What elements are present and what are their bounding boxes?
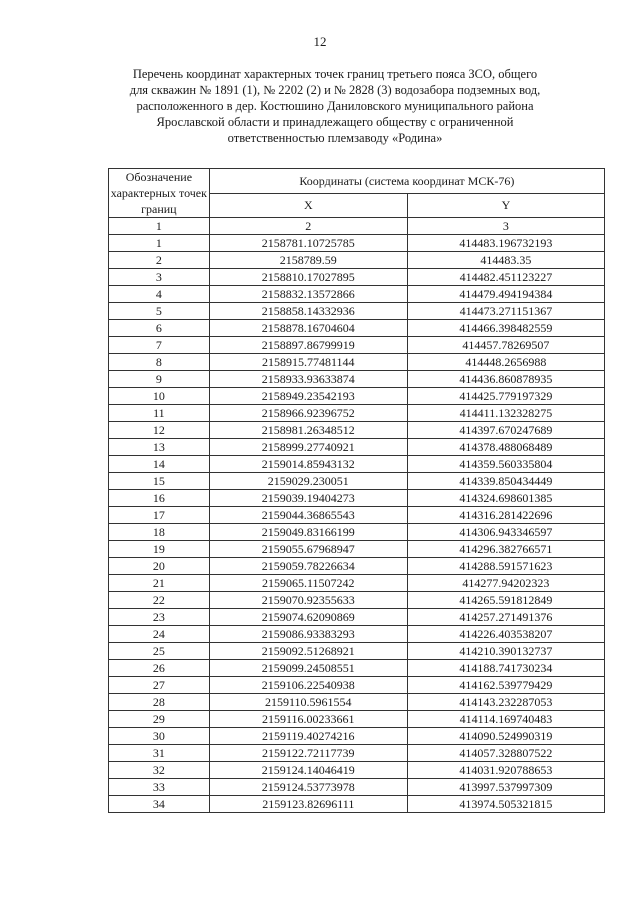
table-row [109,388,605,405]
y-coordinate-cell: 414316.281422696 [407,507,604,524]
point-id-cell: 32 [109,762,210,779]
x-coordinate-cell: 2159049.83166199 [209,524,407,541]
point-id-cell: 3 [109,269,210,286]
table-row [109,473,605,490]
y-coordinate-cell: 414210.390132737 [407,643,604,660]
point-id-cell: 5 [109,303,210,320]
x-coordinate-cell: 2159065.11507242 [209,575,407,592]
table-row [109,745,605,762]
table-row [109,762,605,779]
x-coordinate-cell: 2158933.93633874 [209,371,407,388]
x-coordinate-cell: 2159055.67968947 [209,541,407,558]
point-id-cell: 12 [109,422,210,439]
x-coordinate-cell: 2158999.27740921 [209,439,407,456]
point-id-cell: 20 [109,558,210,575]
x-coordinate-cell: 2159074.62090869 [209,609,407,626]
y-coordinate-cell: 414359.560335804 [407,456,604,473]
y-coordinate-cell: 414324.698601385 [407,490,604,507]
point-id-cell: 15 [109,473,210,490]
header-point-label: Обозначение характерных точек границ [109,169,210,218]
table-row [109,286,605,303]
x-coordinate-cell: 2158858.14332936 [209,303,407,320]
x-coordinate-cell: 2159122.72117739 [209,745,407,762]
x-coordinate-cell: 2159059.78226634 [209,558,407,575]
table-row [109,405,605,422]
table-row [109,660,605,677]
x-coordinate-cell: 2159014.85943132 [209,456,407,473]
y-coordinate-cell: 414306.943346597 [407,524,604,541]
column-number: 2 [209,218,407,235]
table-row [109,779,605,796]
x-coordinate-cell: 2158789.59 [209,252,407,269]
table-row [109,728,605,745]
title-line: ответственностью племзаводу «Родина» [227,131,443,145]
x-coordinate-cell: 2158949.23542193 [209,388,407,405]
y-coordinate-cell: 414483.35 [407,252,604,269]
title-line: Ярославской области и принадлежащего обществу с ограниченной [156,115,514,129]
table-row [109,558,605,575]
table-row [109,575,605,592]
x-coordinate-cell: 2159044.36865543 [209,507,407,524]
table-row [109,609,605,626]
point-id-cell: 8 [109,354,210,371]
y-coordinate-cell: 414473.271151367 [407,303,604,320]
table-row [109,796,605,813]
y-coordinate-cell: 413997.537997309 [407,779,604,796]
x-coordinate-cell: 2158810.17027895 [209,269,407,286]
x-coordinate-cell: 2159106.22540938 [209,677,407,694]
x-coordinate-cell: 2159086.93383293 [209,626,407,643]
y-coordinate-cell: 414482.451123227 [407,269,604,286]
document-title [100,66,570,146]
table-header [109,169,605,235]
point-id-cell: 23 [109,609,210,626]
point-id-cell: 10 [109,388,210,405]
point-id-cell: 22 [109,592,210,609]
point-id-cell: 29 [109,711,210,728]
y-coordinate-cell: 414479.494194384 [407,286,604,303]
y-coordinate-cell: 414378.488068489 [407,439,604,456]
y-coordinate-cell: 414031.920788653 [407,762,604,779]
y-coordinate-cell: 414057.328807522 [407,745,604,762]
y-coordinate-cell: 414425.779197329 [407,388,604,405]
x-coordinate-cell: 2158781.10725785 [209,235,407,252]
table-row [109,269,605,286]
y-coordinate-cell: 413974.505321815 [407,796,604,813]
table-row [109,507,605,524]
x-coordinate-cell: 2159039.19404273 [209,490,407,507]
point-id-cell: 34 [109,796,210,813]
x-coordinate-cell: 2158981.26348512 [209,422,407,439]
y-coordinate-cell: 414448.2656988 [407,354,604,371]
y-coordinate-cell: 414483.196732193 [407,235,604,252]
table-row [109,303,605,320]
y-coordinate-cell: 414162.539779429 [407,677,604,694]
point-id-cell: 21 [109,575,210,592]
x-coordinate-cell: 2159123.82696111 [209,796,407,813]
table-row [109,490,605,507]
x-coordinate-cell: 2158897.86799919 [209,337,407,354]
y-coordinate-cell: 414188.741730234 [407,660,604,677]
x-coordinate-cell: 2159124.14046419 [209,762,407,779]
x-coordinate-cell: 2159070.92355633 [209,592,407,609]
point-id-cell: 24 [109,626,210,643]
point-id-cell: 1 [109,235,210,252]
y-coordinate-cell: 414114.169740483 [407,711,604,728]
point-id-cell: 33 [109,779,210,796]
title-line: Перечень координат характерных точек границ третьего пояса ЗСО, общего [132,67,538,81]
x-coordinate-cell: 2159116.00233661 [209,711,407,728]
table-row [109,592,605,609]
y-coordinate-cell: 414296.382766571 [407,541,604,558]
point-id-cell: 19 [109,541,210,558]
table-row [109,235,605,252]
point-id-cell: 6 [109,320,210,337]
point-id-cell: 28 [109,694,210,711]
table-row [109,354,605,371]
table-row [109,456,605,473]
point-id-cell: 11 [109,405,210,422]
table-row [109,694,605,711]
y-coordinate-cell: 414397.670247689 [407,422,604,439]
y-coordinate-cell: 414339.850434449 [407,473,604,490]
x-coordinate-cell: 2158966.92396752 [209,405,407,422]
y-coordinate-cell: 414411.132328275 [407,405,604,422]
x-coordinate-cell: 2158832.13572866 [209,286,407,303]
column-number: 3 [407,218,604,235]
x-coordinate-cell: 2158915.77481144 [209,354,407,371]
column-number: 1 [109,218,210,235]
table-row [109,439,605,456]
header-x: X [209,193,407,218]
point-id-cell: 4 [109,286,210,303]
y-coordinate-cell: 414277.94202323 [407,575,604,592]
header-y: Y [407,193,604,218]
point-id-cell: 16 [109,490,210,507]
point-id-cell: 13 [109,439,210,456]
table-row [109,626,605,643]
y-coordinate-cell: 414265.591812849 [407,592,604,609]
table-row [109,677,605,694]
table-row [109,524,605,541]
point-id-cell: 14 [109,456,210,473]
x-coordinate-cell: 2159029.230051 [209,473,407,490]
y-coordinate-cell: 414143.232287053 [407,694,604,711]
table-row [109,371,605,388]
coordinates-table [108,168,605,813]
point-id-cell: 18 [109,524,210,541]
point-id-cell: 17 [109,507,210,524]
point-id-cell: 25 [109,643,210,660]
point-id-cell: 2 [109,252,210,269]
point-id-cell: 27 [109,677,210,694]
table-row [109,252,605,269]
column-numbering-row [109,218,605,235]
x-coordinate-cell: 2159119.40274216 [209,728,407,745]
y-coordinate-cell: 414436.860878935 [407,371,604,388]
y-coordinate-cell: 414226.403538207 [407,626,604,643]
y-coordinate-cell: 414257.271491376 [407,609,604,626]
y-coordinate-cell: 414466.398482559 [407,320,604,337]
y-coordinate-cell: 414288.591571623 [407,558,604,575]
point-id-cell: 9 [109,371,210,388]
table-row [109,541,605,558]
header-coord-system: Координаты (система координат МСК-76) [209,169,604,194]
y-coordinate-cell: 414457.78269507 [407,337,604,354]
table-row [109,320,605,337]
x-coordinate-cell: 2158878.16704604 [209,320,407,337]
x-coordinate-cell: 2159092.51268921 [209,643,407,660]
y-coordinate-cell: 414090.524990319 [407,728,604,745]
table-body [109,235,605,813]
table-row [109,711,605,728]
title-line: расположенного в дер. Костюшино Даниловского муниципального района [136,99,534,113]
table-row [109,337,605,354]
table-row [109,422,605,439]
x-coordinate-cell: 2159110.5961554 [209,694,407,711]
point-id-cell: 7 [109,337,210,354]
x-coordinate-cell: 2159099.24508551 [209,660,407,677]
point-id-cell: 31 [109,745,210,762]
x-coordinate-cell: 2159124.53773978 [209,779,407,796]
point-id-cell: 26 [109,660,210,677]
page-number: 12 [313,34,327,49]
point-id-cell: 30 [109,728,210,745]
title-line: для скважин № 1891 (1), № 2202 (2) и № 2828 (3) водозабора подземных вод, [129,83,541,97]
table-row [109,643,605,660]
